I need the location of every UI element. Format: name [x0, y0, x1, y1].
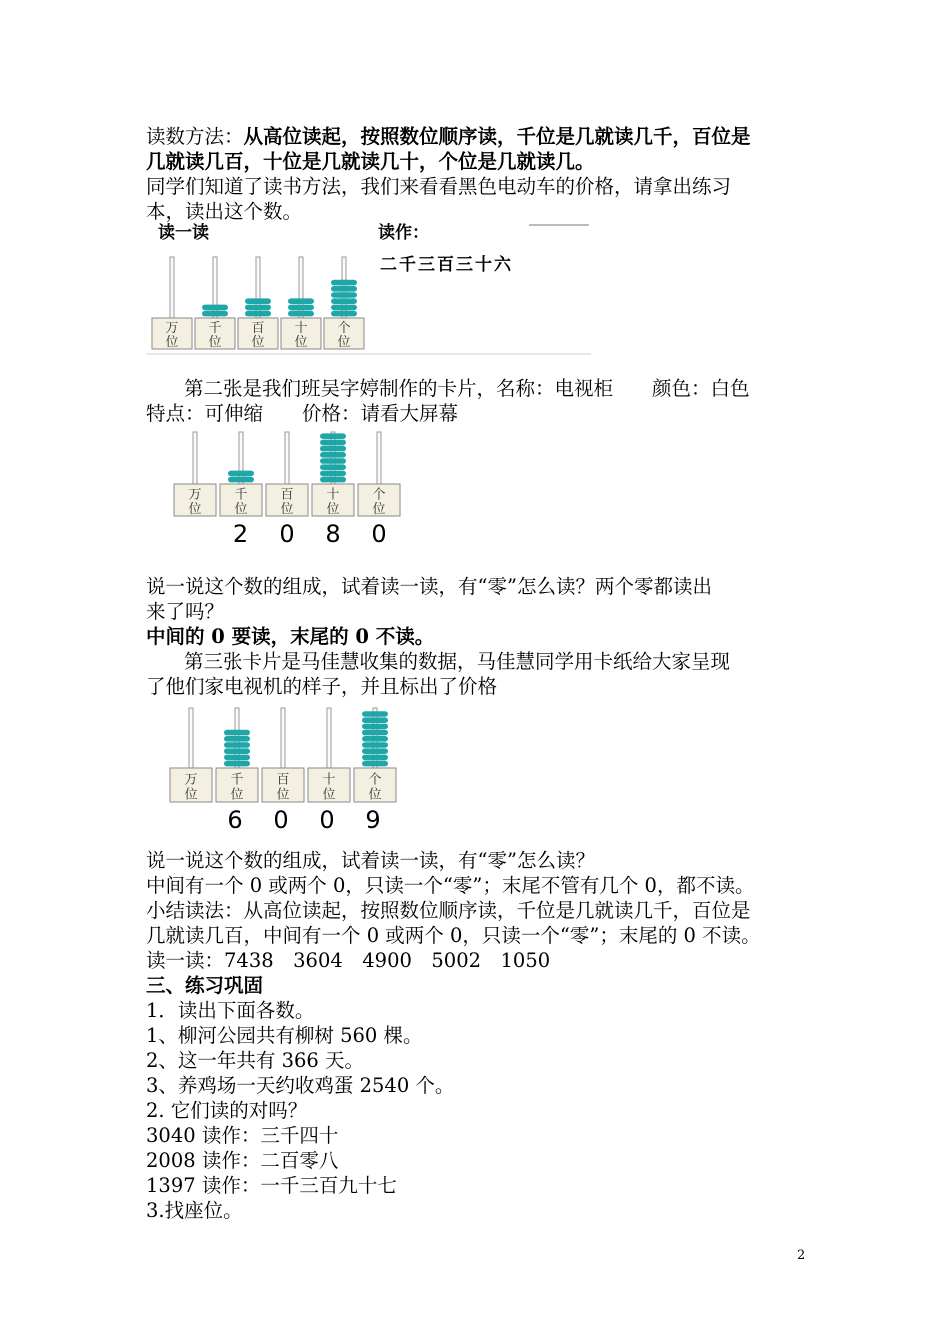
abacus-rod	[281, 708, 285, 768]
abacus-bead	[362, 742, 388, 748]
abacus-rod	[189, 708, 193, 768]
abacus-bead	[228, 477, 254, 483]
abacus-place-label: 千	[230, 772, 244, 788]
q2-line1: 说一说这个数的组成，试着读一读，有“零”怎么读？两个零都读出	[146, 575, 712, 598]
practice-item: 1．读出下面各数。	[146, 999, 315, 1022]
abacus-rod	[327, 708, 331, 768]
abacus-bead	[320, 458, 346, 464]
intro-line4: 本，读出这个数。	[146, 200, 303, 223]
abacus-rod	[170, 257, 174, 318]
abacus-bead	[362, 724, 388, 730]
abacus-bead	[362, 761, 388, 767]
abacus3	[170, 708, 396, 803]
abacus-bead	[320, 477, 346, 483]
abacus-bead	[228, 471, 254, 477]
abacus-figure-3	[164, 704, 414, 832]
practice-item: 3040 读作：三千四十	[146, 1124, 339, 1147]
abacus-bead	[245, 311, 271, 317]
q3-line5: 读一读：7438 3604 4900 5002 1050	[146, 949, 551, 972]
practice-item: 2、这一年共有 366 天。	[146, 1049, 365, 1072]
abacus-place-label: 位	[188, 501, 202, 517]
abacus-figure-2	[166, 426, 416, 552]
abacus3-digits	[227, 806, 380, 832]
abacus-place-label: 个	[368, 772, 382, 788]
q3-line3: 小结读法：从高位读起，按照数位顺序读，千位是几就读几千，百位是	[146, 899, 751, 922]
abacus-bead	[224, 748, 250, 754]
abacus-place-label: 位	[372, 501, 386, 517]
abacus2-digits	[233, 520, 387, 548]
practice-heading: 三、练习巩固	[146, 974, 264, 997]
q3-line2: 中间有一个 0 或两个 0，只读一个“零”；末尾不管有几个 0，都不读。	[146, 874, 755, 897]
abacus-bead	[320, 464, 346, 470]
q2-line2: 来了吗？	[146, 600, 225, 623]
abacus-place-label: 十	[326, 487, 340, 503]
abacus1-answer: 二千三百三十六	[380, 255, 513, 275]
practice-item: 1397 读作：一千三百九十七	[146, 1174, 397, 1197]
abacus-bead	[320, 452, 346, 458]
abacus2-digit: 8	[325, 520, 341, 548]
abacus-bead	[202, 311, 228, 317]
abacus3-digit: 9	[365, 806, 381, 832]
q2-line3: 中间的 0 要读，末尾的 0 不读。	[146, 625, 435, 648]
abacus3-digit: 6	[227, 806, 243, 832]
abacus-bead	[362, 730, 388, 736]
abacus-place-label: 位	[280, 501, 294, 517]
abacus-bead	[331, 286, 357, 292]
abacus-place-label: 万	[184, 772, 198, 788]
card2-line1: 第二张是我们班吴字婷制作的卡片，名称：电视柜 颜色：白色	[184, 377, 750, 400]
abacus-bead	[362, 755, 388, 761]
abacus-bead	[362, 711, 388, 717]
abacus-bead	[362, 717, 388, 723]
practice-item: 2008 读作：二百零八	[146, 1149, 339, 1172]
card2-line2: 特点：可伸缩 价格：请看大屏幕	[146, 402, 459, 425]
abacus-place-label: 位	[251, 334, 265, 350]
abacus-bead	[331, 311, 357, 317]
abacus-bead	[320, 440, 346, 446]
abacus-place-label: 十	[294, 320, 308, 336]
abacus1-title-left: 读一读	[158, 223, 209, 243]
abacus-bead	[288, 298, 314, 304]
abacus-rod	[377, 432, 381, 484]
abacus-bead	[224, 755, 250, 761]
practice-item: 1、柳河公园共有柳树 560 棵。	[146, 1024, 423, 1047]
abacus-bead	[288, 311, 314, 317]
abacus-bead	[202, 305, 228, 311]
abacus-place-label: 位	[368, 787, 382, 803]
abacus-place-label: 千	[234, 487, 248, 503]
abacus2-digit: 0	[279, 520, 295, 548]
abacus-place-label: 百	[280, 487, 294, 503]
practice-item: 3.找座位。	[146, 1199, 243, 1222]
q3-line1: 说一说这个数的组成，试着读一读，有“零”怎么读？	[146, 849, 595, 872]
abacus2	[174, 432, 400, 517]
q2-line5: 了他们家电视机的样子，并且标出了价格	[146, 675, 498, 698]
abacus-place-label: 位	[322, 787, 336, 803]
abacus-rod	[285, 432, 289, 484]
abacus-place-label: 百	[251, 320, 265, 336]
abacus-place-label: 位	[294, 334, 308, 350]
abacus-place-label: 位	[337, 334, 351, 350]
abacus-place-label: 位	[234, 501, 248, 517]
abacus-bead	[362, 736, 388, 742]
abacus-place-label: 位	[230, 787, 244, 803]
reading-method-line2: 几就读几百，十位是几就读几十，个位是几就读几。	[146, 150, 595, 173]
abacus-bead	[331, 292, 357, 298]
abacus-bead	[331, 280, 357, 286]
abacus-bead	[245, 298, 271, 304]
abacus-rod	[193, 432, 197, 484]
abacus-figure-1	[146, 222, 596, 356]
practice-item: 2. 它们读的对吗？	[146, 1099, 308, 1122]
abacus-place-label: 位	[208, 334, 222, 350]
abacus-bead	[362, 748, 388, 754]
abacus-place-label: 万	[188, 487, 202, 503]
abacus-place-label: 位	[276, 787, 290, 803]
abacus-bead	[320, 433, 346, 439]
abacus-place-label: 个	[372, 487, 386, 503]
abacus-bead	[224, 730, 250, 736]
abacus3-digit: 0	[273, 806, 289, 832]
abacus-place-label: 百	[276, 772, 290, 788]
abacus-bead	[224, 761, 250, 767]
intro-line3: 同学们知道了读书方法，我们来看看黑色电动车的价格，请拿出练习	[146, 175, 732, 198]
abacus3-digit: 0	[319, 806, 335, 832]
abacus-bead	[245, 305, 271, 311]
abacus-bead	[320, 446, 346, 452]
abacus-place-label: 位	[326, 501, 340, 517]
reading-method-line1: 读数方法：从高位读起，按照数位顺序读，千位是几就读几千，百位是	[146, 125, 751, 148]
q2-line4: 第三张卡片是马佳慧收集的数据，马佳慧同学用卡纸给大家呈现	[184, 650, 731, 673]
abacus-place-label: 千	[208, 320, 222, 336]
page-number: 2	[797, 1248, 806, 1263]
abacus2-digit: 2	[232, 520, 250, 548]
practice-item: 3、养鸡场一天约收鸡蛋 2540 个。	[146, 1074, 455, 1097]
abacus-bead	[331, 298, 357, 304]
abacus-bead	[320, 471, 346, 477]
abacus-bead	[288, 305, 314, 311]
abacus2-digit: 0	[371, 520, 387, 548]
q3-line4: 几就读几百，中间有一个 0 或两个 0，只读一个“零”；末尾的 0 不读。	[146, 924, 761, 947]
abacus-place-label: 个	[337, 320, 351, 336]
abacus-rod	[239, 432, 243, 484]
abacus1	[152, 257, 364, 350]
abacus1-title-right: 读作：	[378, 223, 429, 243]
abacus-place-label: 十	[322, 772, 336, 788]
abacus-bead	[224, 742, 250, 748]
abacus-place-label: 位	[165, 334, 179, 350]
abacus-bead	[331, 305, 357, 311]
abacus-place-label: 位	[184, 787, 198, 803]
abacus-place-label: 万	[165, 320, 179, 336]
abacus-bead	[224, 736, 250, 742]
